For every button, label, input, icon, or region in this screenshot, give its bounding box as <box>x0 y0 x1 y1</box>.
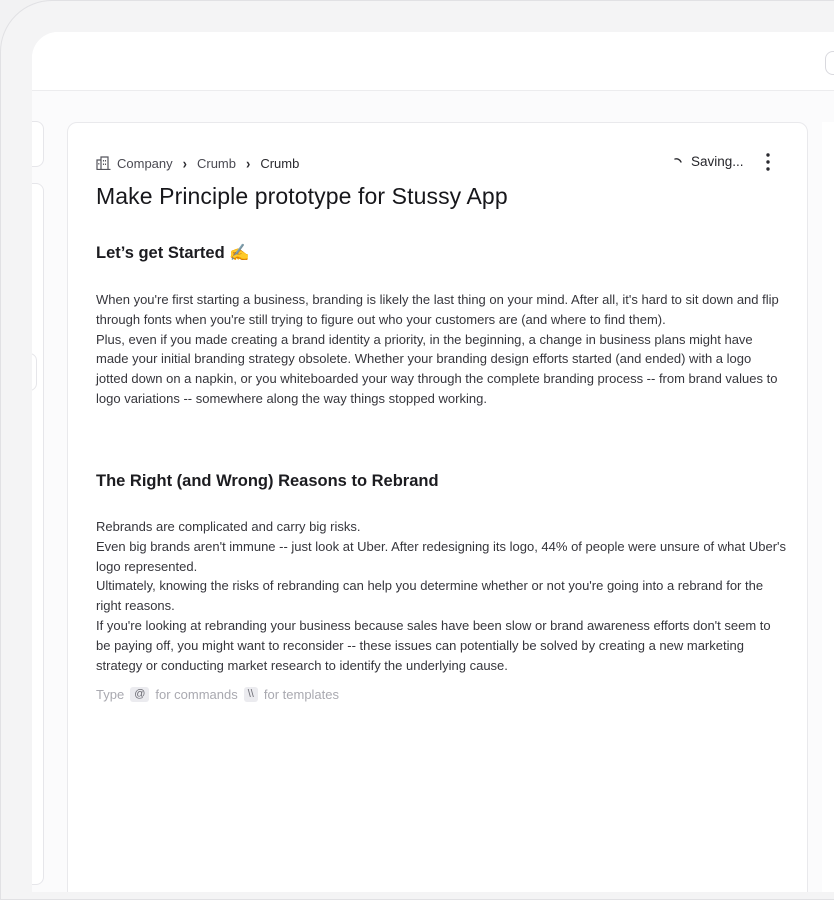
saving-status <box>673 154 744 169</box>
building-icon <box>96 156 111 170</box>
breadcrumb <box>96 154 299 172</box>
document-card <box>67 122 808 892</box>
top-bar <box>32 32 834 91</box>
saving-label: Saving... <box>691 154 744 169</box>
right-panel <box>822 122 834 892</box>
hint-type-label: Type <box>96 687 125 702</box>
paragraph[interactable]: Ultimately, knowing the risks of rebranding can help you determine whether or not you're going into a rebrand for the right reasons. <box>96 578 764 614</box>
breadcrumb-label: Company <box>117 155 173 171</box>
section-body[interactable] <box>96 290 786 409</box>
paragraph[interactable]: If you're looking at rebranding your business because sales have been slow or brand awareness efforts don't seem to be paying off, you might want to reconsider -- these issues can potentially be solved by creating a new marketing strategy or conducting market research to identify the underlying cause. <box>96 617 771 673</box>
chevron-right-icon: › <box>246 154 251 172</box>
section-body[interactable] <box>96 517 786 675</box>
workspace <box>32 91 834 892</box>
section-heading[interactable]: The Right (and Wrong) Reasons to Rebrand <box>96 472 439 490</box>
page-title[interactable]: Make Principle prototype for Stussy App <box>96 183 508 209</box>
more-vertical-icon[interactable] <box>761 152 775 172</box>
breadcrumb-item-current <box>260 156 299 171</box>
paragraph[interactable]: Even big brands aren't immune -- just look at Uber. After redesigning its logo, 44% of people were unsure of what Uber's logo represented. <box>96 538 787 574</box>
breadcrumb-label: Crumb <box>196 155 236 171</box>
app-screen <box>32 32 834 892</box>
paragraph[interactable]: When you're first starting a business, branding is likely the last thing on your mind. After all, it's hard to sit down and flip through fonts when you're still trying to figure out who your customers are (and where to find them). <box>96 292 779 327</box>
chevron-right-icon: › <box>182 154 187 172</box>
sidebar-panel <box>32 183 44 885</box>
hint-commands-label: for commands <box>155 687 238 702</box>
spinner-icon <box>673 157 683 167</box>
breadcrumb-item-company[interactable] <box>96 156 173 171</box>
template-key-badge: \\ <box>244 687 258 702</box>
sidebar-collapse-handle[interactable] <box>32 353 37 391</box>
paragraph[interactable]: Plus, even if you made creating a brand identity a priority, in the beginning, a change in business plans might have made your initial branding strategy obsolete. Whether your branding design efforts started (and ended) with a logo jotted down on a napkin, or you whiteboarded your way through the complete branding process -- from brand values to logo variations -- somewhere along the way things stopped working. <box>96 331 778 406</box>
editor-placeholder[interactable] <box>96 687 339 702</box>
top-bar-button[interactable] <box>825 51 834 75</box>
paragraph[interactable]: Rebrands are complicated and carry big risks. <box>96 519 361 534</box>
at-key-badge: @ <box>130 687 149 702</box>
breadcrumb-item-crumb[interactable] <box>197 156 236 171</box>
breadcrumb-label: Crumb <box>260 155 300 171</box>
section-heading[interactable]: Let’s get Started ✍️ <box>96 244 250 262</box>
hint-templates-label: for templates <box>263 687 340 702</box>
sidebar-search-box[interactable] <box>32 121 44 167</box>
